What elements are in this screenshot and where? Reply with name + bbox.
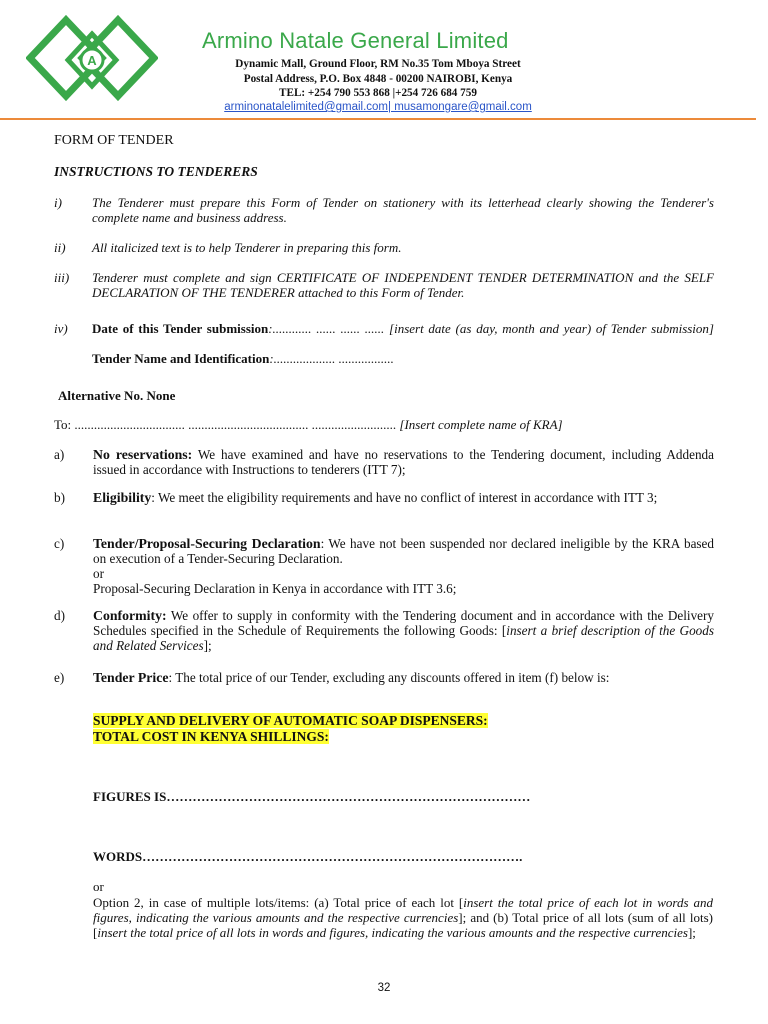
address-line-1: Dynamic Mall, Ground Floor, RM No.35 Tom Mboya Street	[235, 58, 521, 70]
supply-title: SUPPLY AND DELIVERY OF AUTOMATIC SOAP DISPENSERS:	[93, 713, 488, 728]
or-text: or	[93, 879, 104, 894]
instruction-text: All italicized text is to help Tenderer in preparing this form.	[92, 240, 402, 255]
submission-date-field[interactable]: :............ ...... ...... ...... [insert date (as day, month and year) of Tender submission]	[268, 321, 714, 336]
telephone-line: TEL: +254 790 553 868 |+254 726 684 759	[279, 87, 477, 99]
item-letter: e)	[54, 670, 65, 685]
form-title: FORM OF TENDER	[54, 133, 174, 148]
item-text: : The total price of our Tender, excluding any discounts offered in item (f) below is:	[168, 670, 610, 685]
instruction-number: ii)	[54, 240, 66, 255]
header-divider	[0, 118, 756, 120]
item-text-end: ];	[203, 638, 212, 653]
item-heading: Eligibility	[93, 490, 152, 505]
option-2-text: ]; and (b) Total price of all lots (sum of all lots) [	[93, 910, 714, 940]
item-heading: Tender Price	[93, 670, 169, 685]
option-2-paragraph	[93, 895, 713, 940]
lot-price-field[interactable]: insert the total price of each lot in words and figures, indicating the various amounts and the respective currencies	[93, 895, 713, 925]
item-or: or	[93, 566, 104, 581]
address-line-2: Postal Address, P.O. Box 4848 - 00200 NAIROBI, Kenya	[243, 72, 513, 85]
item-heading: No reservations:	[93, 447, 193, 462]
submission-date-label: Date of this Tender submission	[92, 321, 269, 336]
company-logo-icon	[26, 14, 158, 110]
item-text: : We meet the eligibility requirements and have no conflict of interest in accordance with ITT 3;	[151, 490, 658, 505]
item-letter: b)	[54, 490, 65, 505]
figures-field[interactable]: FIGURES IS…………………………………………………………………………	[93, 789, 531, 804]
tender-name-label: Tender Name and Identification	[92, 351, 270, 366]
instruction-item	[54, 240, 714, 255]
tender-item	[54, 608, 714, 653]
option-2-text: ];	[687, 925, 696, 940]
total-cost-title: TOTAL COST IN KENYA SHILLINGS:	[93, 729, 329, 744]
tender-item	[54, 536, 714, 596]
item-letter: d)	[54, 608, 65, 623]
item-heading: Conformity:	[93, 608, 167, 623]
alternative-number: Alternative No. None	[58, 388, 176, 403]
item-text: We offer to supply in conformity with the Tendering document and in accordance with the Delivery Schedules specified in the Schedule of Requirements the following Goods: [	[93, 608, 714, 638]
instruction-number: i)	[54, 195, 62, 210]
item-text: We have examined and have no reservations to the Tendering document, including Addenda issued in accordance with Instructions to tenderers (ITT 7);	[93, 447, 715, 477]
item-text: : We have not been suspended nor declared ineligible by the KRA based on execution of a Tender-Securing Declaration.	[93, 536, 714, 566]
instructions-title: INSTRUCTIONS TO TENDERERS	[54, 164, 258, 179]
instruction-item	[54, 195, 714, 225]
recipient-field[interactable]: To: .................................. ..................................... ..........................	[54, 417, 397, 432]
instruction-number: iv)	[54, 321, 68, 336]
logo-letter: A	[87, 53, 97, 68]
instruction-text: The Tenderer must prepare this Form of Tender on stationery with its letterhead clearly showing the Tenderer's complete name and business address.	[92, 195, 714, 225]
recipient-note: [Insert complete name of KRA]	[399, 417, 563, 432]
option-2-text: Option 2, in case of multiple lots/items: (a) Total price of each lot [	[93, 895, 464, 910]
words-field[interactable]: WORDS…………………………………………………………………………….	[93, 849, 523, 864]
page-number: 32	[377, 982, 391, 994]
item-letter: c)	[54, 536, 65, 551]
item-letter: a)	[54, 447, 65, 462]
instruction-text: Tenderer must complete and sign CERTIFICATE OF INDEPENDENT TENDER DETERMINATION and the SELF DECLARATION OF THE TENDERER attached to this Form of Tender.	[92, 270, 714, 300]
tender-item	[54, 490, 714, 505]
tender-item	[54, 447, 714, 477]
instruction-item	[54, 270, 714, 300]
item-text-alt: Proposal-Securing Declaration in Kenya in accordance with ITT 3.6;	[93, 581, 457, 596]
company-name: Armino Natale General Limited	[202, 28, 509, 53]
tender-name-field[interactable]: :................... .................	[269, 351, 394, 366]
goods-description-field[interactable]: insert a brief description of the Goods and Related Services	[93, 623, 714, 653]
highlighted-cost-heading	[93, 713, 488, 745]
instruction-item	[54, 314, 714, 374]
email-links[interactable]: arminonatalelimited@gmail.com| musamongare@gmail.com	[224, 101, 532, 113]
item-heading: Tender/Proposal-Securing Declaration	[93, 536, 321, 551]
to-line	[54, 417, 714, 433]
tender-item	[54, 668, 714, 688]
instruction-number: iii)	[54, 270, 70, 285]
total-lots-price-field[interactable]: insert the total price of all lots in words and figures, indicating the various amounts and the respective currencies	[97, 925, 688, 940]
letterhead-contact	[188, 57, 568, 101]
